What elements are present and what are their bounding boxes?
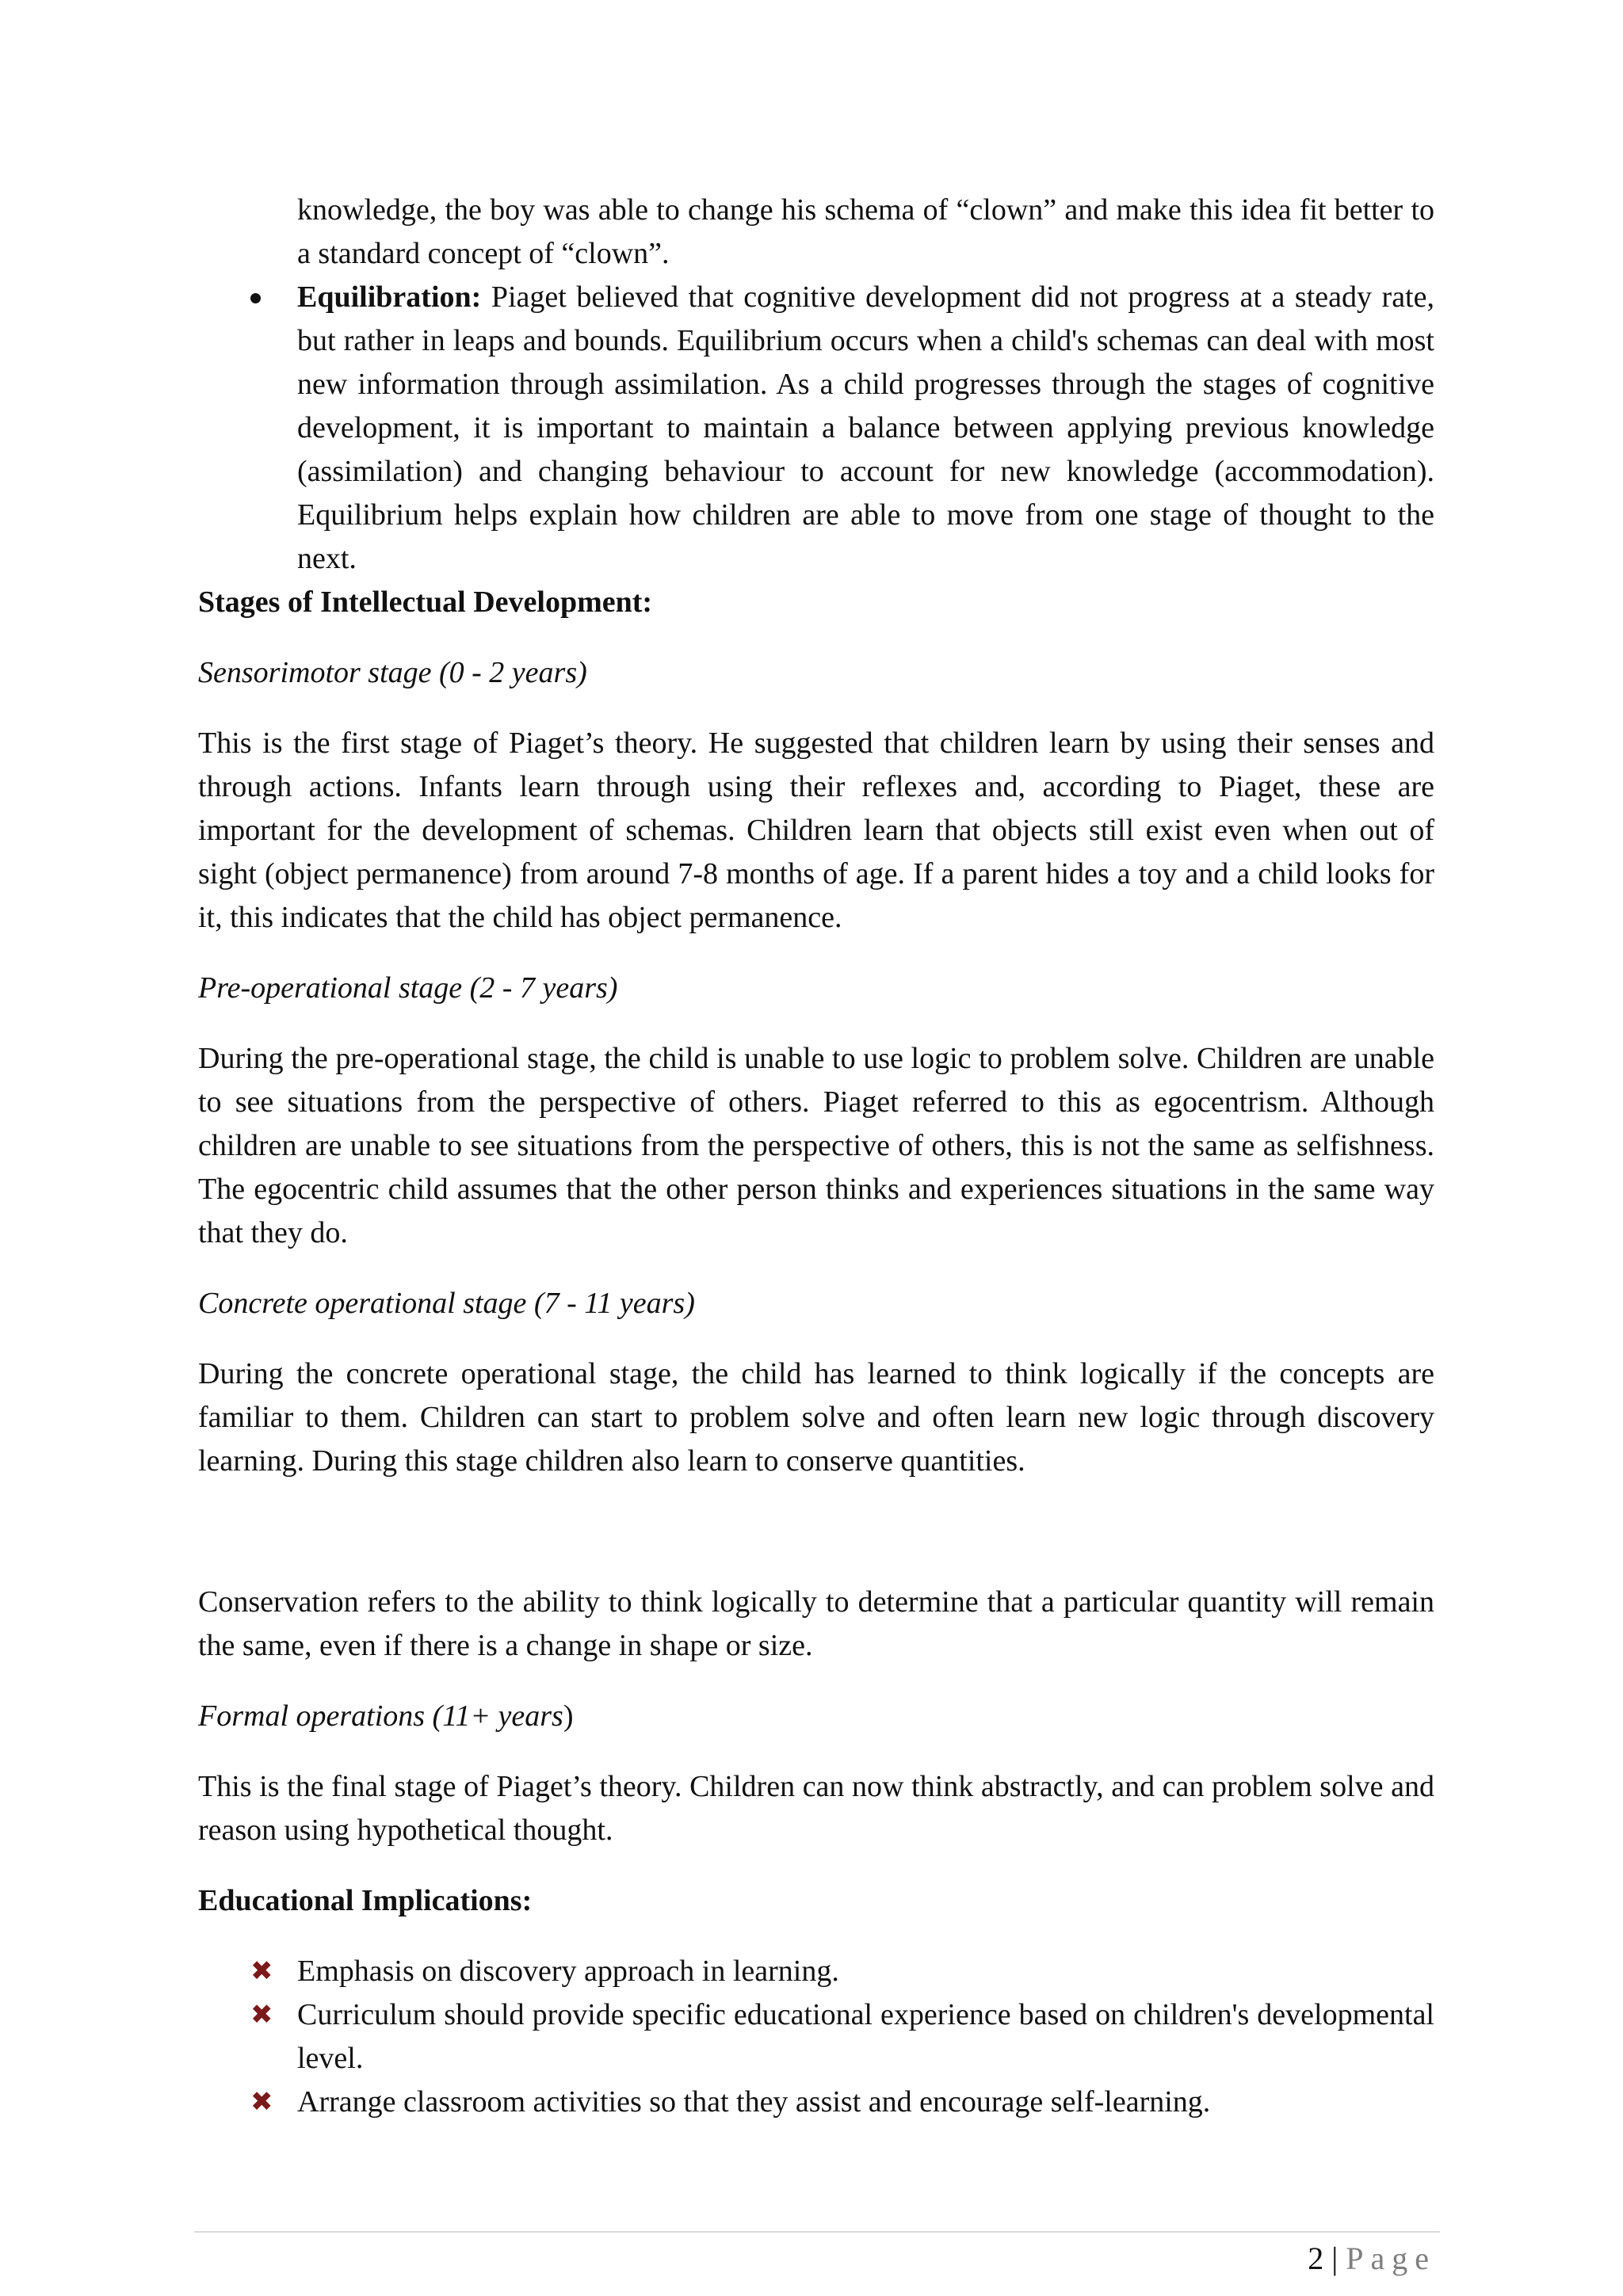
stage-title-formal-close: ): [563, 1699, 574, 1733]
bullet-dot-icon: [250, 293, 261, 303]
page-number: 2: [1308, 2241, 1324, 2276]
equilibration-label: Equilibration:: [297, 280, 482, 314]
equilibration-text: Piaget believed that cognitive development did not progress at a steady rate, but rather in leaps and bounds. Equilibrium occurs when a child's schemas can deal with most new information through assimilation. As a child progresses through the stages of cognitive development, it is important to maintain a balance between applying previous knowledge (assimilation) and changing behaviour to account for new knowledge (accommodation). Equilibrium helps explain how children are able to move from one stage of thought to the next.: [297, 280, 1434, 575]
stage-title-preoperational: Pre-operational stage (2 - 7 years): [198, 971, 618, 1005]
list-item: [198, 1993, 1434, 2081]
footer-separator: |: [1331, 2241, 1338, 2276]
page-label: Page: [1346, 2241, 1436, 2276]
stage-text-concrete: During the concrete operational stage, the child has learned to think logically if the concepts are familiar to them. Children can start to problem solve and often learn new logic through discovery learning. During this stage children also learn to conserve quantities.: [198, 1357, 1434, 1478]
list-item: [198, 2081, 1434, 2124]
stage-text-preoperational: During the pre-operational stage, the child is unable to use logic to problem solve. Children are unable to see situations from the perspective of others. Piaget referred to this as egocentrism. Although children are unable to see situations from the perspective of others, this is not the same as selfishness. The egocentric child assumes that the other person thinks and experiences situations in the same way that they do.: [198, 1042, 1434, 1249]
document-page: [198, 189, 1434, 2124]
implication-text: Arrange classroom activities so that they assist and encourage self-learning.: [297, 2085, 1211, 2119]
list-item: [198, 1950, 1434, 1993]
stage-title-sensorimotor: Sensorimotor stage (0 - 2 years): [198, 656, 587, 689]
implication-text: Emphasis on discovery approach in learning.: [297, 1955, 839, 1988]
continuation-paragraph: knowledge, the boy was able to change his schema of “clown” and make this idea fit better to a standard concept of “clown”.: [297, 193, 1434, 270]
stage-text-sensorimotor: This is the first stage of Piaget’s theory. He suggested that children learn by using their senses and through actions. Infants learn through using their reflexes and, according to Piaget, these are important for the development of schemas. Children learn that objects still exist even when out of sight (object permanence) from around 7-8 months of age. If a parent hides a toy and a child looks for it, this indicates that the child has object permanence.: [198, 727, 1434, 934]
conservation-paragraph: Conservation refers to the ability to think logically to determine that a particular quantity will remain the same, even if there is a change in shape or size.: [198, 1585, 1434, 1662]
stage-title-formal: Formal operations (11+ years: [198, 1699, 563, 1733]
equilibration-bullet: [198, 276, 1434, 581]
footer-divider: [194, 2231, 1440, 2233]
cross-mark-icon: ✖: [250, 1999, 273, 2031]
page-footer: [1308, 2239, 1436, 2279]
implication-text: Curriculum should provide specific educational experience based on children's developmental level.: [297, 1998, 1434, 2075]
stage-text-formal: This is the final stage of Piaget’s theory. Children can now think abstractly, and can problem solve and reason using hypothetical thought.: [198, 1770, 1434, 1847]
implications-list: [198, 1950, 1434, 2124]
stage-title-formal-line: [198, 1695, 1434, 1738]
cross-mark-icon: ✖: [250, 1955, 273, 1987]
stage-title-concrete: Concrete operational stage (7 - 11 years): [198, 1287, 695, 1320]
cross-mark-icon: ✖: [250, 2086, 273, 2118]
stages-heading: Stages of Intellectual Development:: [198, 585, 653, 619]
implications-heading: Educational Implications:: [198, 1884, 533, 1917]
